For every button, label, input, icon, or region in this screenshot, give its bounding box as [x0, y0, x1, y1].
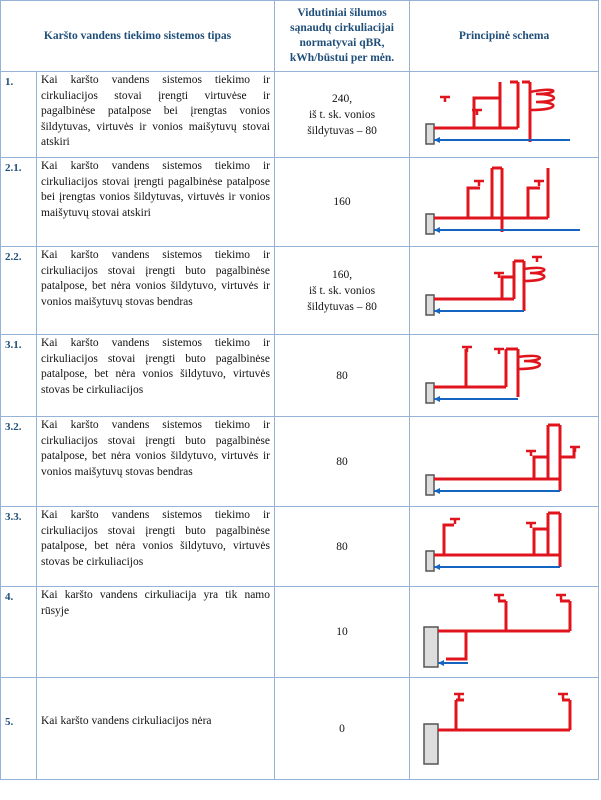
table-row [1, 587, 599, 678]
row-description: Kai karšto vandens cirkuliacijos nėra [37, 678, 275, 780]
row-value [275, 72, 410, 158]
row-scheme [410, 587, 599, 678]
row-value: 80 [275, 335, 410, 417]
heat-exchanger-icon [424, 724, 438, 764]
header-system-type: Karšto vandens tiekimo sistemos tipas [1, 1, 275, 72]
heat-exchanger-icon [426, 475, 434, 495]
table-row [1, 507, 599, 587]
row-number: 4. [1, 587, 37, 678]
heat-exchanger-icon [424, 627, 438, 667]
table-row [1, 247, 599, 335]
row-scheme [410, 678, 599, 780]
row-description: Kai karšto vandens sistemos tiekimo ir cirkuliacijos stovai įrengti buto pagalbinėse patalpose, bet nėra vonios šildytuvo, virtuvės ir vonios maišytuvų stovas bendras [37, 247, 275, 335]
value-line: 160, [331, 268, 353, 281]
row-description: Kai karšto vandens sistemos tiekimo ir cirkuliacijos stovai įrengti virtuvėse ir pagalbinėse patalpose bei įrengtas vonios šildytuvas, virtuvės ir vonios maišytuvų stovai atskiri [37, 72, 275, 158]
value-line: iš t. sk. vonios [308, 108, 376, 121]
tap-icon [474, 181, 484, 186]
table-row [1, 417, 599, 507]
row-number: 5. [1, 678, 37, 780]
row-value: 80 [275, 507, 410, 587]
tap-icon [454, 694, 464, 699]
row-value: 0 [275, 678, 410, 780]
row-number: 3.2. [1, 417, 37, 507]
heat-exchanger-icon [426, 383, 434, 403]
towel-heater-icon [524, 268, 544, 281]
tap-icon [450, 519, 460, 524]
value-line: šildytuvas – 80 [307, 300, 377, 313]
row-scheme [410, 72, 599, 158]
scheme-diagram [410, 587, 598, 677]
row-value [275, 247, 410, 335]
tap-icon [556, 595, 566, 600]
tap-icon [526, 523, 536, 528]
tap-icon [494, 595, 504, 600]
row-description: Kai karšto vandens sistemos tiekimo ir cirkuliacijos stovai įrengti buto pagalbinėse patalpose, bet nėra vonios šildytuvo, virtuvės ir vonios maišytuvų stovas bendras [37, 417, 275, 507]
scheme-diagram [410, 72, 598, 157]
row-scheme [410, 335, 599, 417]
row-description: Kai karšto vandens sistemos tiekimo ir cirkuliacijos stovai įrengti pagalbinėse patalpose bei įrengtas vonios šildytuvas, virtuvės ir vonios maišytuvų stovai atskiri [37, 158, 275, 247]
table-header-row [1, 1, 599, 72]
towel-heater-icon [530, 90, 554, 110]
row-scheme [410, 417, 599, 507]
value-line: iš t. sk. vonios [308, 284, 376, 297]
heat-exchanger-icon [426, 124, 434, 144]
header-scheme: Principinė schema [410, 1, 599, 72]
value-line: šildytuvas – 80 [307, 124, 377, 137]
scheme-diagram [410, 678, 598, 779]
row-value: 10 [275, 587, 410, 678]
tap-icon [558, 694, 568, 699]
scheme-diagram [410, 158, 598, 246]
tap-icon [570, 447, 580, 452]
row-number: 2.1. [1, 158, 37, 247]
row-scheme [410, 158, 599, 247]
row-value: 80 [275, 417, 410, 507]
tap-icon [534, 181, 544, 186]
scheme-diagram [410, 335, 598, 416]
tap-icon [440, 97, 450, 102]
row-scheme [410, 247, 599, 335]
scheme-diagram [410, 507, 598, 586]
table-row [1, 72, 599, 158]
row-number: 3.3. [1, 507, 37, 587]
header-norm: Vidutiniai šilumos sąnaudų cirkuliacijai normatyvai qBR, kWh/būstui per mėn. [275, 1, 410, 72]
value-line: 240, [331, 92, 353, 105]
row-number: 3.1. [1, 335, 37, 417]
table-row [1, 678, 599, 780]
row-number: 1. [1, 72, 37, 158]
row-value: 160 [275, 158, 410, 247]
heat-exchanger-icon [426, 214, 434, 234]
row-number: 2.2. [1, 247, 37, 335]
table-row [1, 158, 599, 247]
row-scheme [410, 507, 599, 587]
scheme-diagram [410, 247, 598, 334]
row-description: Kai karšto vandens cirkuliacija yra tik namo rūsyje [37, 587, 275, 678]
tap-icon [526, 451, 536, 456]
tap-icon [532, 257, 542, 262]
heat-exchanger-icon [426, 551, 434, 571]
row-description: Kai karšto vandens sistemos tiekimo ir cirkuliacijos stovai įrengti buto pagalbinėse patalpose, bet nėra vonios šildytuvo, virtuvės stovas be cirkuliacijos [37, 507, 275, 587]
table-row [1, 335, 599, 417]
tap-icon [462, 347, 472, 352]
scheme-diagram [410, 417, 598, 506]
row-description: Kai karšto vandens sistemos tiekimo ir cirkuliacijos stovai įrengti buto pagalbinėse patalpose, bet nėra vonios šildytuvo, virtuvės stovas be cirkuliacijos [37, 335, 275, 417]
tap-icon [494, 349, 504, 354]
towel-heater-icon [518, 356, 540, 369]
heat-exchanger-icon [426, 295, 434, 315]
